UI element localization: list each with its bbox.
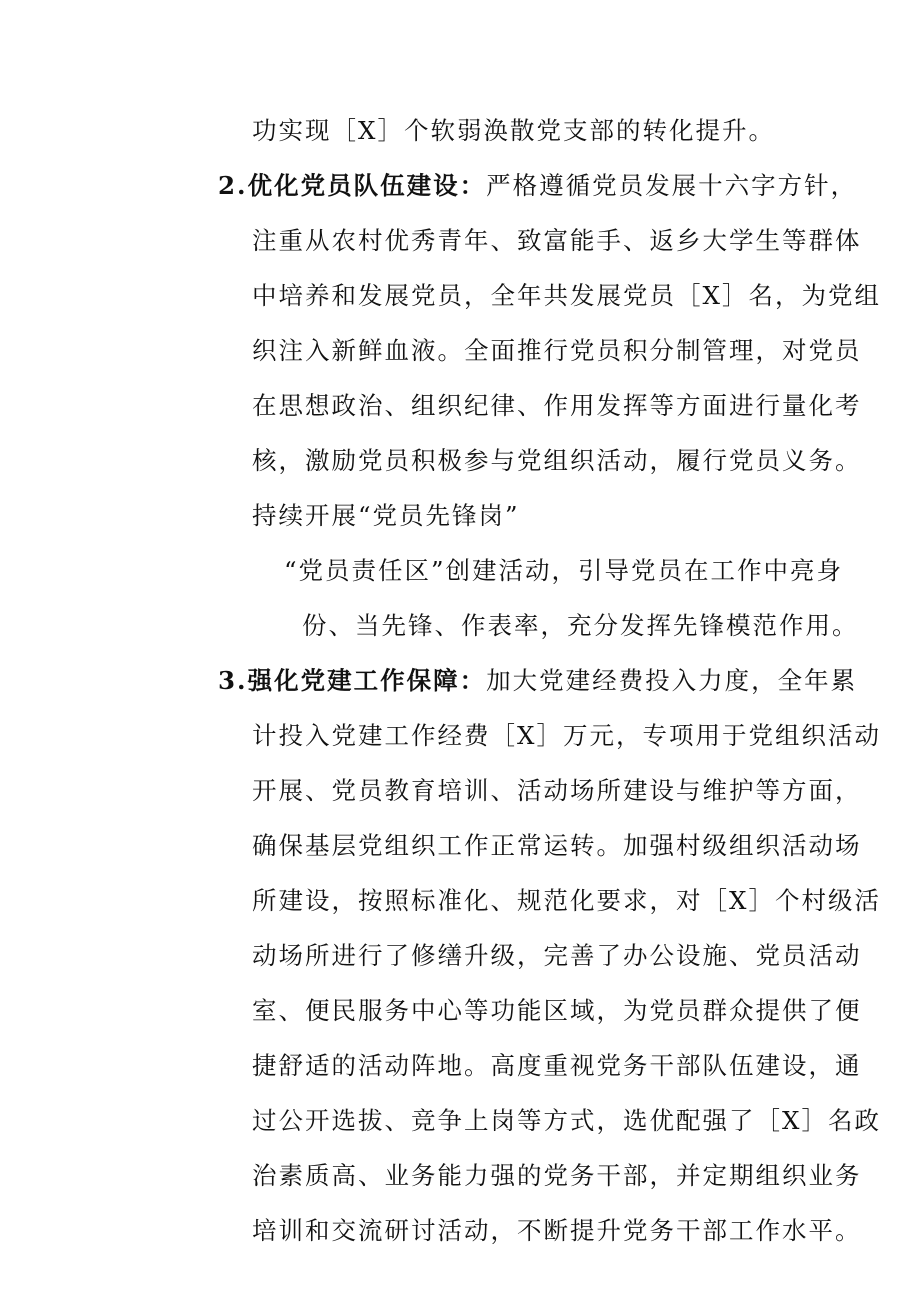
item-2-line-6: 持续开展“党员先锋岗” (252, 501, 520, 530)
item-2-line-2: 中培养和发展党员，全年共发展党员［X］名，为党组 (252, 281, 881, 310)
item-3-number: 3. (218, 666, 248, 695)
item-2-line-0: 严格遵循党员发展十六字方针， (486, 171, 858, 200)
item-2-line-5: 核，激励党员积极参与党组织活动，履行党员义务。 (252, 446, 862, 475)
item-2-line-3: 织注入新鲜血液。全面推行党员积分制管理，对党员 (252, 336, 862, 365)
item-2-number: 2. (218, 171, 248, 200)
item-3-line-3: 确保基层党组织工作正常运转。加强村级组织活动场 (252, 831, 862, 860)
item-3-heading: 强化党建工作保障： (247, 666, 487, 695)
item-3-line-5: 动场所进行了修缮升级，完善了办公设施、党员活动 (252, 941, 862, 970)
item-2-heading: 优化党员队伍建设： (247, 171, 487, 200)
item-3-line-4: 所建设，按照标准化、规范化要求，对［X］个村级活 (252, 886, 881, 915)
intro-line: 功实现［X］个软弱涣散党支部的转化提升。 (252, 116, 775, 145)
item-3-line-1: 计投入党建工作经费［X］万元，专项用于党组织活动 (252, 721, 881, 750)
item-3-line-7: 捷舒适的活动阵地。高度重视党务干部队伍建设，通 (252, 1051, 862, 1080)
item-2-line-8: 份、当先锋、作表率，充分发挥先锋模范作用。 (302, 611, 859, 640)
item-2-line-1: 注重从农村优秀青年、致富能手、返乡大学生等群体 (252, 226, 862, 255)
item-3-line-2: 开展、党员教育培训、活动场所建设与维护等方面， (252, 776, 862, 805)
item-3-line-10: 培训和交流研讨活动，不断提升党务干部工作水平。 (252, 1216, 862, 1245)
item-3-line-8: 过公开选拔、竞争上岗等方式，选优配强了［X］名政 (252, 1106, 881, 1135)
item-3-first-line (218, 665, 857, 697)
item-2-line-7: “党员责任区”创建活动，引导党员在工作中亮身 (284, 556, 844, 585)
item-2-first-line (218, 170, 857, 202)
item-3-line-0: 加大党建经费投入力度，全年累 (486, 666, 858, 695)
item-3-line-6: 室、便民服务中心等功能区域，为党员群众提供了便 (252, 996, 862, 1025)
item-3-line-9: 治素质高、业务能力强的党务干部，并定期组织业务 (252, 1161, 862, 1190)
item-2-line-4: 在思想政治、组织纪律、作用发挥等方面进行量化考 (252, 391, 862, 420)
